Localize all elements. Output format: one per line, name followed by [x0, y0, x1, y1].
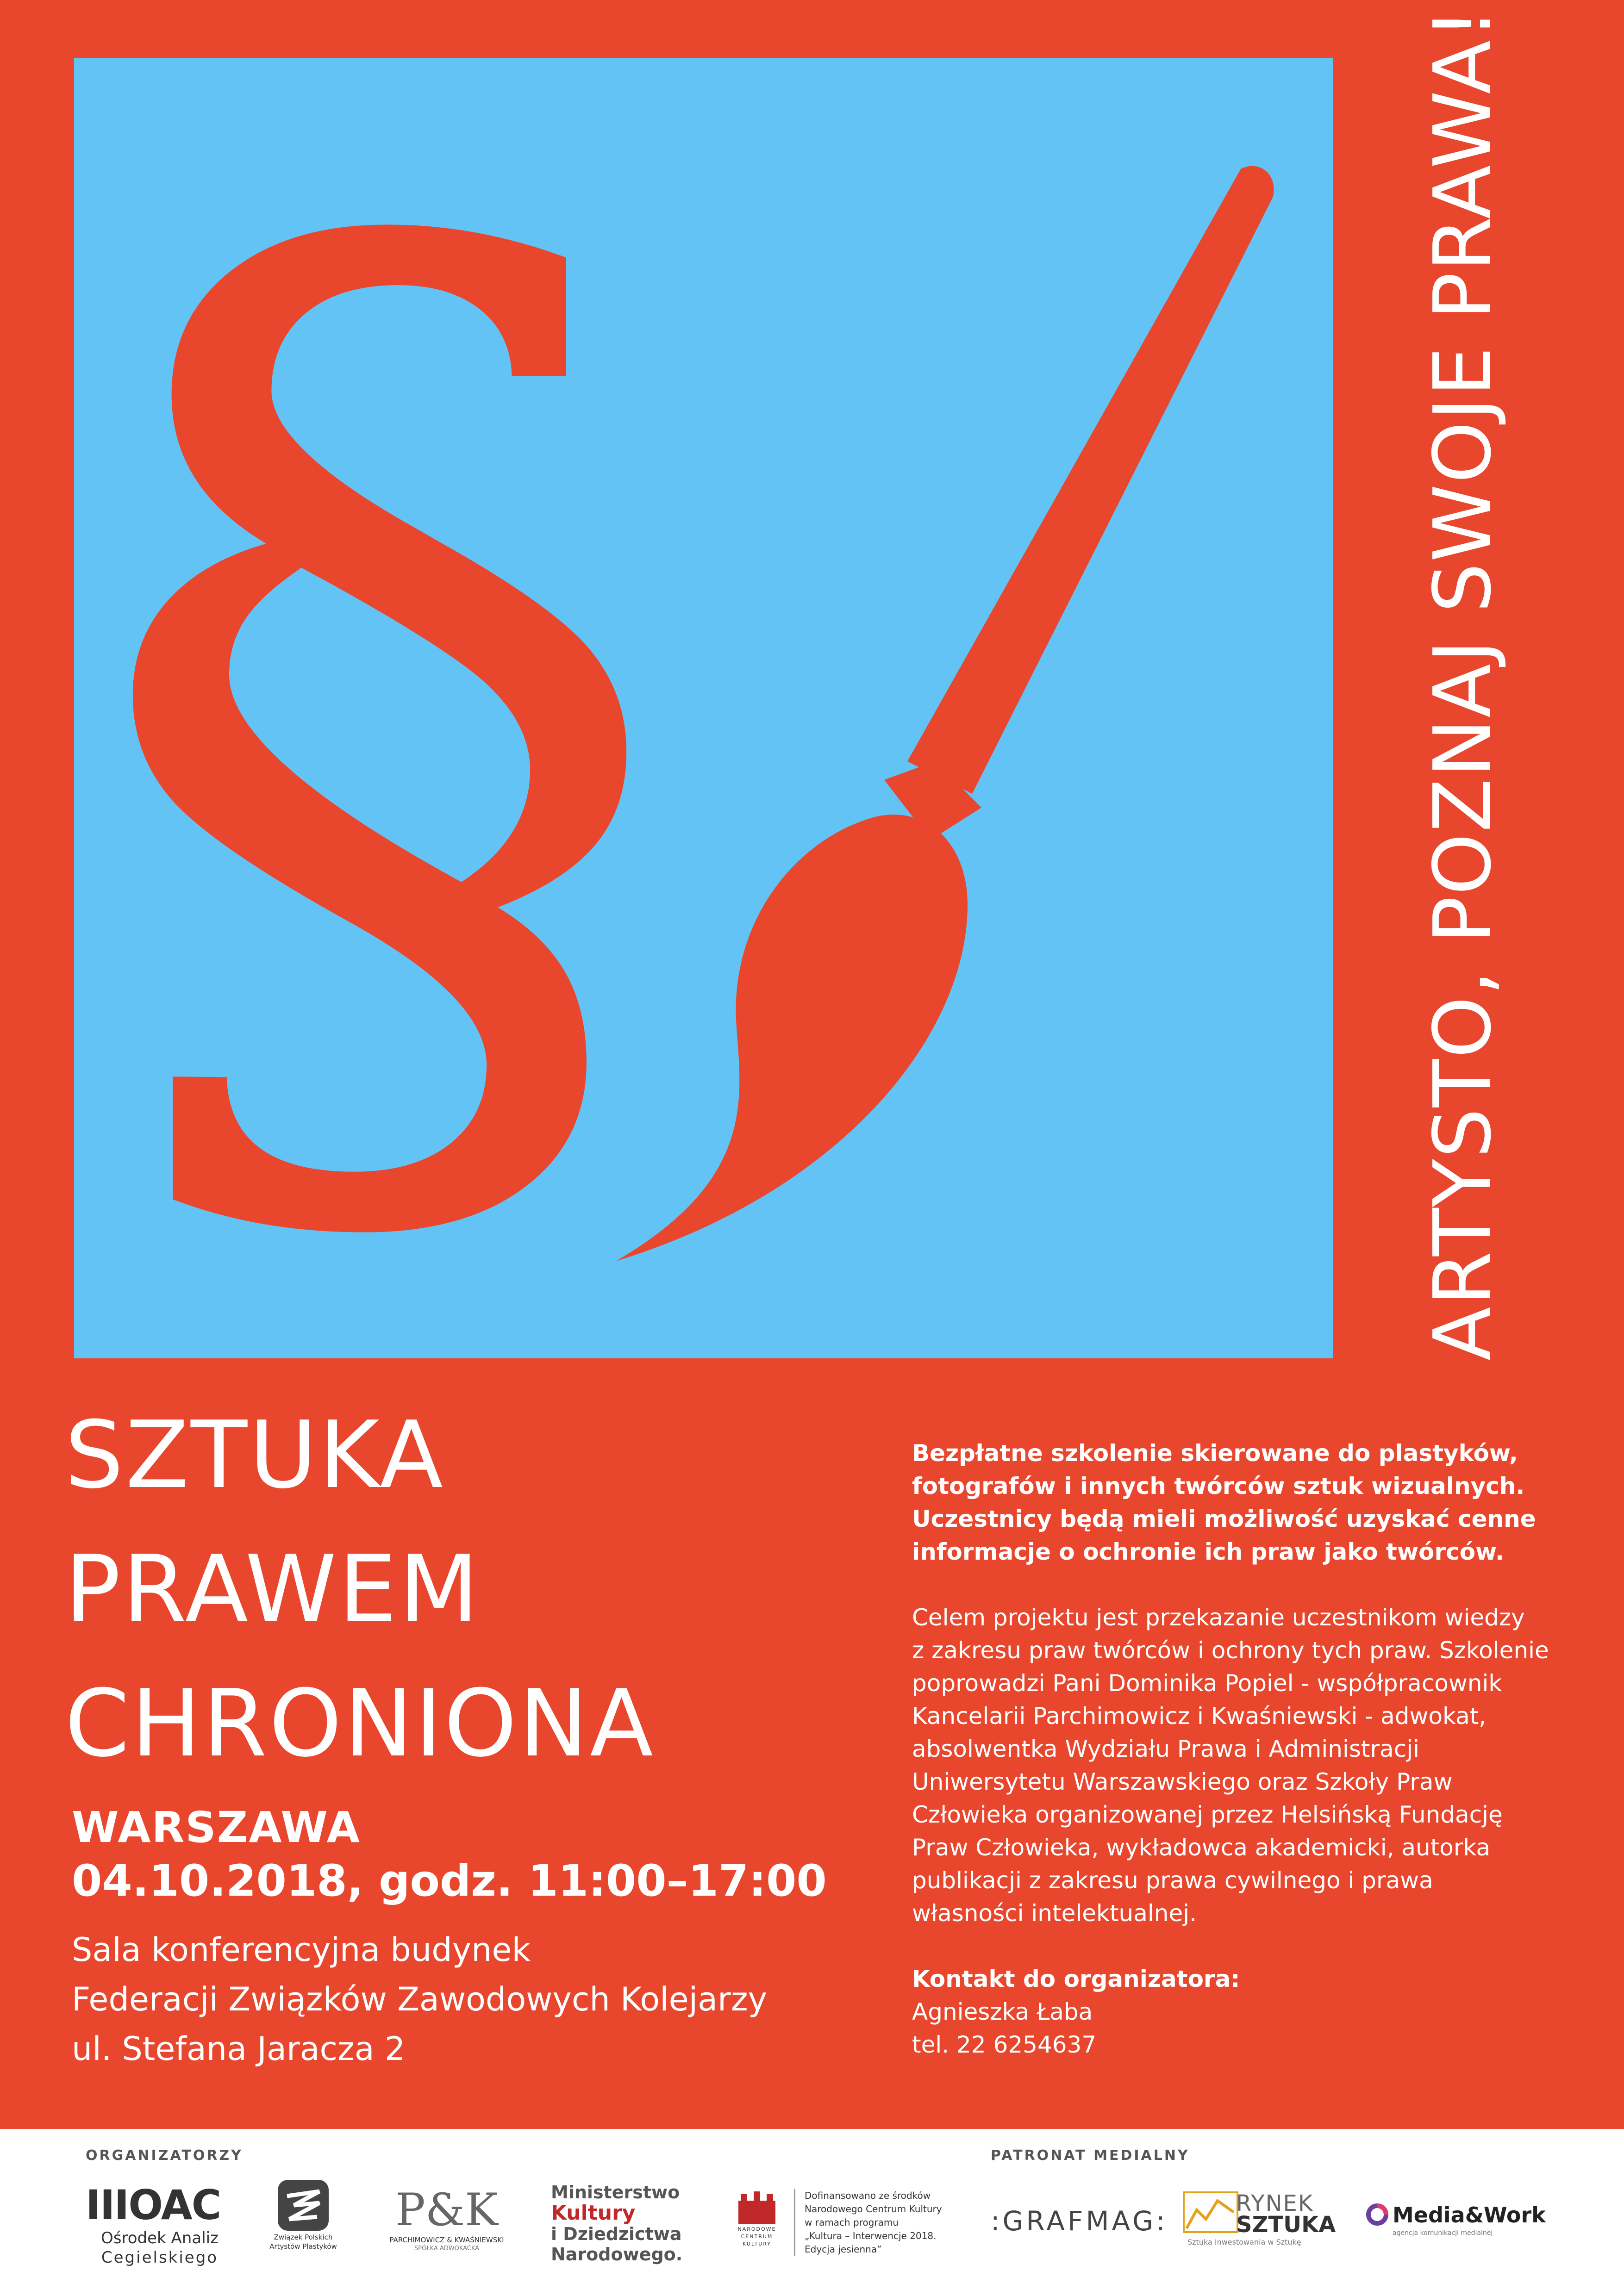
paintbrush-handle	[907, 166, 1274, 794]
rynek-chart-icon	[1183, 2191, 1238, 2233]
zpap-emblem-icon	[278, 2180, 329, 2231]
body-line: Uniwersytetu Warszawskiego oraz Szkoły Praw	[912, 1768, 1453, 1795]
contact-phone: tel. 22 6254637	[912, 2031, 1097, 2058]
spacer	[912, 1930, 1551, 1963]
oac-logo	[86, 2182, 234, 2267]
intro-line: Uczestnicy będą mieli możliwość uzyskać cenne	[912, 1506, 1536, 1532]
body-line: poprowadzi Pani Dominika Popiel - współpracownik	[912, 1670, 1502, 1697]
nck-emblem-icon	[738, 2191, 775, 2224]
funding-line: Narodowego Centrum Kultury	[805, 2203, 942, 2215]
event-title	[65, 1388, 655, 1791]
title-line: SZTUKA	[65, 1401, 445, 1509]
zpap-logo	[257, 2180, 350, 2251]
body-line: Praw Człowieka, wykładowca akademicki, autorka	[912, 1834, 1491, 1861]
mkidn-line: Kultury	[551, 2201, 636, 2225]
nck-line: NARODOWE	[737, 2226, 776, 2232]
nck-logo	[731, 2191, 782, 2248]
oac-line: Cegielskiego	[101, 2248, 219, 2267]
rynek-line: Sztuka Inwestowania w Sztukę	[1187, 2238, 1301, 2246]
body-line: publikacji z zakresu prawa cywilnego i prawa	[912, 1867, 1433, 1894]
oac-mark: IIIOAC	[86, 2181, 221, 2229]
mkidn-logo	[551, 2182, 690, 2265]
media-work-mark: Media&Work	[1393, 2203, 1546, 2228]
zpap-line: Związek Polskich	[274, 2233, 333, 2241]
spacer	[912, 1568, 1551, 1601]
funding-line: „Kultura – Interwencje 2018.	[805, 2230, 937, 2241]
event-city: WARSZAWA	[72, 1803, 361, 1852]
grafmag-logo: :GRAFMAG:	[991, 2205, 1168, 2237]
tagline: ARTYSTO, POZNAJ SWOJE PRAWA!	[1417, 6, 1509, 1361]
rynek-line: RYNEK	[1236, 2190, 1314, 2216]
venue-line: Sala konferencyjna budynek	[72, 1931, 531, 1969]
organizers-label: ORGANIZATORZY	[86, 2147, 243, 2164]
pk-mark: P&K	[395, 2184, 498, 2236]
funding-note	[794, 2189, 971, 2256]
mkidn-line: Ministerstwo	[551, 2182, 680, 2203]
zpap-line: Artystów Plastyków	[269, 2242, 337, 2251]
pk-logo	[375, 2184, 518, 2253]
section-sign-icon: §	[79, 58, 681, 1358]
body-line: Człowieka organizowanej przez Helsińską Fundację	[912, 1801, 1503, 1828]
title-line: PRAWEM	[65, 1536, 481, 1643]
body-line: absolwentka Wydziału Prawa i Administracji	[912, 1736, 1419, 1762]
intro-line: fotografów i innych twórców sztuk wizualnych.	[912, 1473, 1525, 1500]
nck-line: KULTURY	[742, 2241, 771, 2247]
media-work-sub: agencja komunikacji medialnej	[1393, 2229, 1493, 2237]
intro-line: informacje o ochronie ich praw jako twórców.	[912, 1538, 1505, 1565]
event-venue	[72, 1925, 767, 2074]
body-line: własności intelektualnej.	[912, 1900, 1197, 1927]
pk-line: SPÓŁKA ADWOKACKA	[414, 2245, 480, 2252]
mkidn-line: i Dziedzictwa	[551, 2224, 682, 2244]
media-work-ring-icon	[1366, 2203, 1389, 2226]
mkidn-line: Narodowego.	[551, 2244, 683, 2265]
event-description	[912, 1437, 1551, 2061]
title-line: CHRONIONA	[65, 1670, 655, 1778]
nck-line: CENTRUM	[741, 2234, 773, 2240]
funding-line: w ramach programu	[805, 2217, 899, 2228]
funding-line: Dofinansowano ze środków	[805, 2190, 931, 2201]
contact-heading: Kontakt do organizatora:	[912, 1966, 1240, 1992]
artwork-panel	[74, 58, 1333, 1358]
funding-line: Edycja jesienna”	[805, 2244, 882, 2255]
section-sign-paintbrush-illustration	[74, 58, 1333, 1358]
body-line: Celem projektu jest przekazanie uczestnikom wiedzy	[912, 1604, 1525, 1631]
oac-line: Ośrodek Analiz	[101, 2229, 219, 2247]
contact-name: Agnieszka Łaba	[912, 1998, 1093, 2025]
venue-line: Federacji Związków Zawodowych Kolejarzy	[72, 1980, 767, 2018]
footer	[0, 2129, 1624, 2296]
patrons-label: PATRONAT MEDIALNY	[991, 2147, 1190, 2164]
body-line: Kancelarii Parchimowicz i Kwaśniewski - adwokat,	[912, 1703, 1487, 1730]
body-line: z zakresu praw twórców i ochrony tych praw. Szkolenie	[912, 1637, 1549, 1664]
rynek-line: SZTUKA	[1236, 2212, 1336, 2238]
intro-line: Bezpłatne szkolenie skierowane do plastyków,	[912, 1440, 1518, 1467]
venue-line: ul. Stefana Jaracza 2	[72, 2030, 406, 2068]
pk-line: PARCHIMOWICZ & KWAŚNIEWSKI	[389, 2236, 504, 2244]
event-datetime: 04.10.2018, godz. 11:00–17:00	[72, 1856, 827, 1906]
